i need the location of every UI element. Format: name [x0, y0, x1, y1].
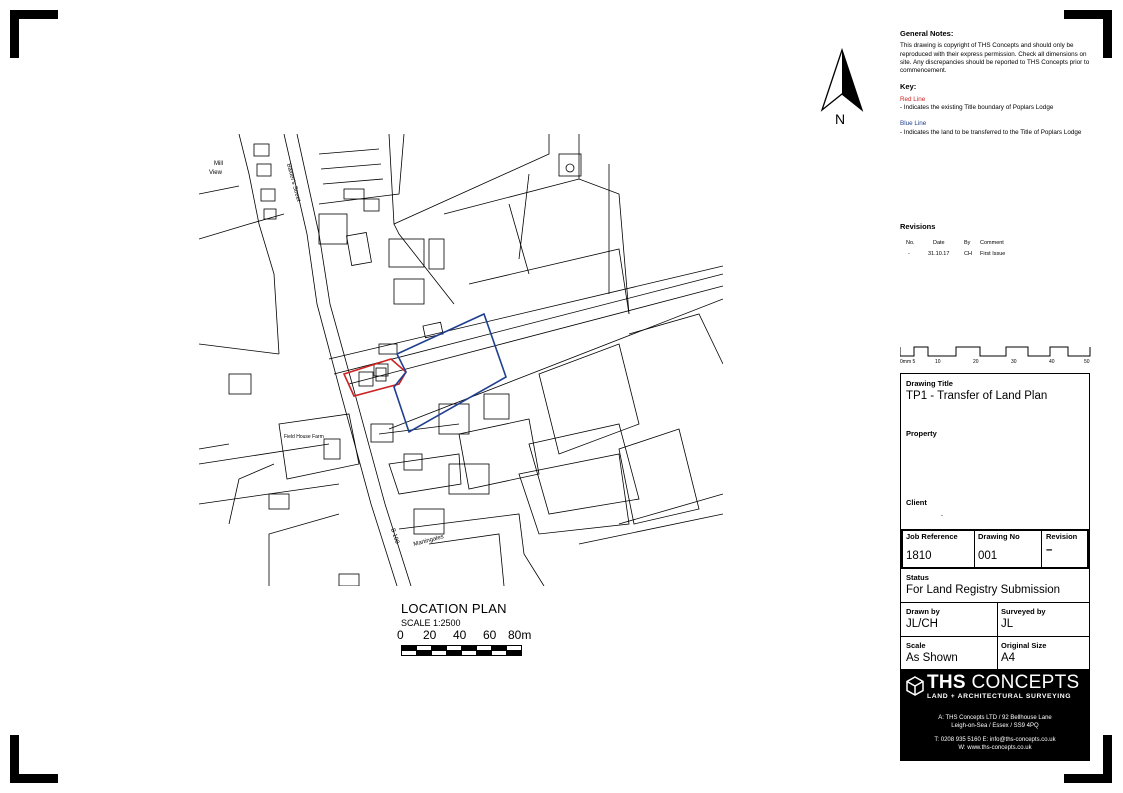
company-address-1: A: THS Concepts LTD / 92 Bellhouse Lane: [938, 715, 1052, 721]
revisions-col-no: No.: [906, 240, 915, 246]
key-red-line-title: Red Line: [900, 95, 926, 103]
north-label: N: [835, 111, 846, 126]
drawing-title-label: Drawing Title: [906, 379, 953, 388]
general-notes-heading: General Notes:: [900, 29, 954, 38]
revisions-cell: -: [908, 251, 910, 257]
key-heading: Key:: [900, 82, 917, 92]
client-value: -: [941, 513, 943, 519]
revisions-cell: First Issue: [980, 251, 1006, 257]
notes-panel: [900, 30, 1092, 137]
cube-logo-icon: [905, 676, 925, 696]
scale-tick-label: 40: [453, 628, 467, 642]
mm-scale-tick: 50: [1084, 359, 1090, 365]
revision-label: Revision: [1046, 532, 1078, 541]
company-web: W: www.ths-concepts.co.uk: [958, 745, 1032, 751]
scale-tick-labels: [397, 628, 537, 642]
mm-scale-tick: 0mm 5: [900, 359, 916, 365]
title-block: [900, 373, 1090, 761]
company-name-bold: THS: [927, 672, 966, 693]
drawn-by: JL/CH: [906, 618, 938, 630]
location-plan-title: LOCATION PLAN: [401, 601, 507, 616]
location-scale-bar: [401, 645, 523, 657]
map-label-road-2: B 108: [389, 527, 400, 545]
mm-scale-tick: 40: [1049, 359, 1055, 365]
map-label-farm: Field House Farm: [284, 434, 324, 440]
corner-mark-top-left: [10, 10, 58, 58]
company-name-light: CONCEPTS: [971, 672, 1080, 693]
status-label: Status: [906, 573, 929, 582]
scale-tick-label: 0: [397, 628, 404, 642]
map-label-view: View: [209, 170, 222, 176]
job-reference-label: Job Reference: [906, 532, 958, 541]
status: For Land Registry Submission: [906, 584, 1061, 596]
company-tagline: LAND + ARCHITECTURAL SURVEYING: [927, 693, 1072, 700]
client-label: Client: [906, 498, 927, 507]
revisions-col-comment: Comment: [980, 240, 1004, 246]
mm-scale-tick: 10: [935, 359, 941, 365]
company-address-2: Leigh-on-Sea / Essex / SS9 4PQ: [951, 723, 1039, 729]
map-label-road-1: Baxter's Street: [285, 162, 302, 203]
original-size: A4: [1001, 652, 1016, 664]
original-size-label: Original Size: [1001, 641, 1047, 650]
site-location-map: [199, 134, 723, 586]
key-red-line-desc: - Indicates the existing Title boundary of Poplars Lodge: [900, 104, 1054, 112]
surveyed-by-label: Surveyed by: [1001, 607, 1046, 616]
mm-scale-tick: 30: [1011, 359, 1017, 365]
map-label-mill: Mill: [214, 161, 223, 167]
mm-scale-tick: 20: [973, 359, 979, 365]
scale-label: Scale: [906, 641, 926, 650]
corner-mark-bottom-left: [10, 735, 58, 783]
revisions-col-date: Date: [933, 240, 945, 246]
revision: –: [1046, 544, 1053, 556]
general-notes-text: This drawing is copyright of THS Concepts and should only be reproduced with their express permission. Check all dimensions on site. Any discrepancies should be reported to THS Concepts prior to commencement.: [900, 42, 1090, 75]
location-plan-scale: SCALE 1:2500: [401, 618, 461, 628]
scale-tick-label: 80m: [508, 628, 532, 642]
job-reference: 1810: [906, 550, 932, 562]
revisions-cell: 31.10.17: [928, 251, 950, 257]
scale-value: As Shown: [906, 652, 958, 664]
key-blue-line-title: Blue Line: [900, 120, 927, 128]
company-contact: T: 0208 935 5160 E: info@ths-concepts.co.uk: [934, 737, 1056, 743]
map-label-house: Martingales: [412, 534, 445, 548]
drawing-title: TP1 - Transfer of Land Plan: [906, 390, 1048, 402]
key-blue-line-desc: - Indicates the land to be transferred to the Title of Poplars Lodge: [900, 128, 1082, 136]
property-label: Property: [906, 429, 937, 438]
drawing-no-label: Drawing No: [978, 532, 1020, 541]
surveyed-by: JL: [1001, 618, 1014, 630]
mm-scale-bar: [900, 342, 1092, 366]
drawing-no: 001: [978, 550, 998, 562]
company-logo-panel: [901, 669, 1089, 760]
revisions-heading: Revisions: [900, 222, 936, 231]
scale-tick-label: 60: [483, 628, 497, 642]
north-arrow-icon: [818, 48, 866, 126]
company-name: [927, 672, 1079, 694]
revisions-cell: CH: [964, 251, 972, 257]
drawn-by-label: Drawn by: [906, 607, 940, 616]
scale-tick-label: 20: [423, 628, 437, 642]
revisions-col-by: By: [964, 240, 971, 246]
